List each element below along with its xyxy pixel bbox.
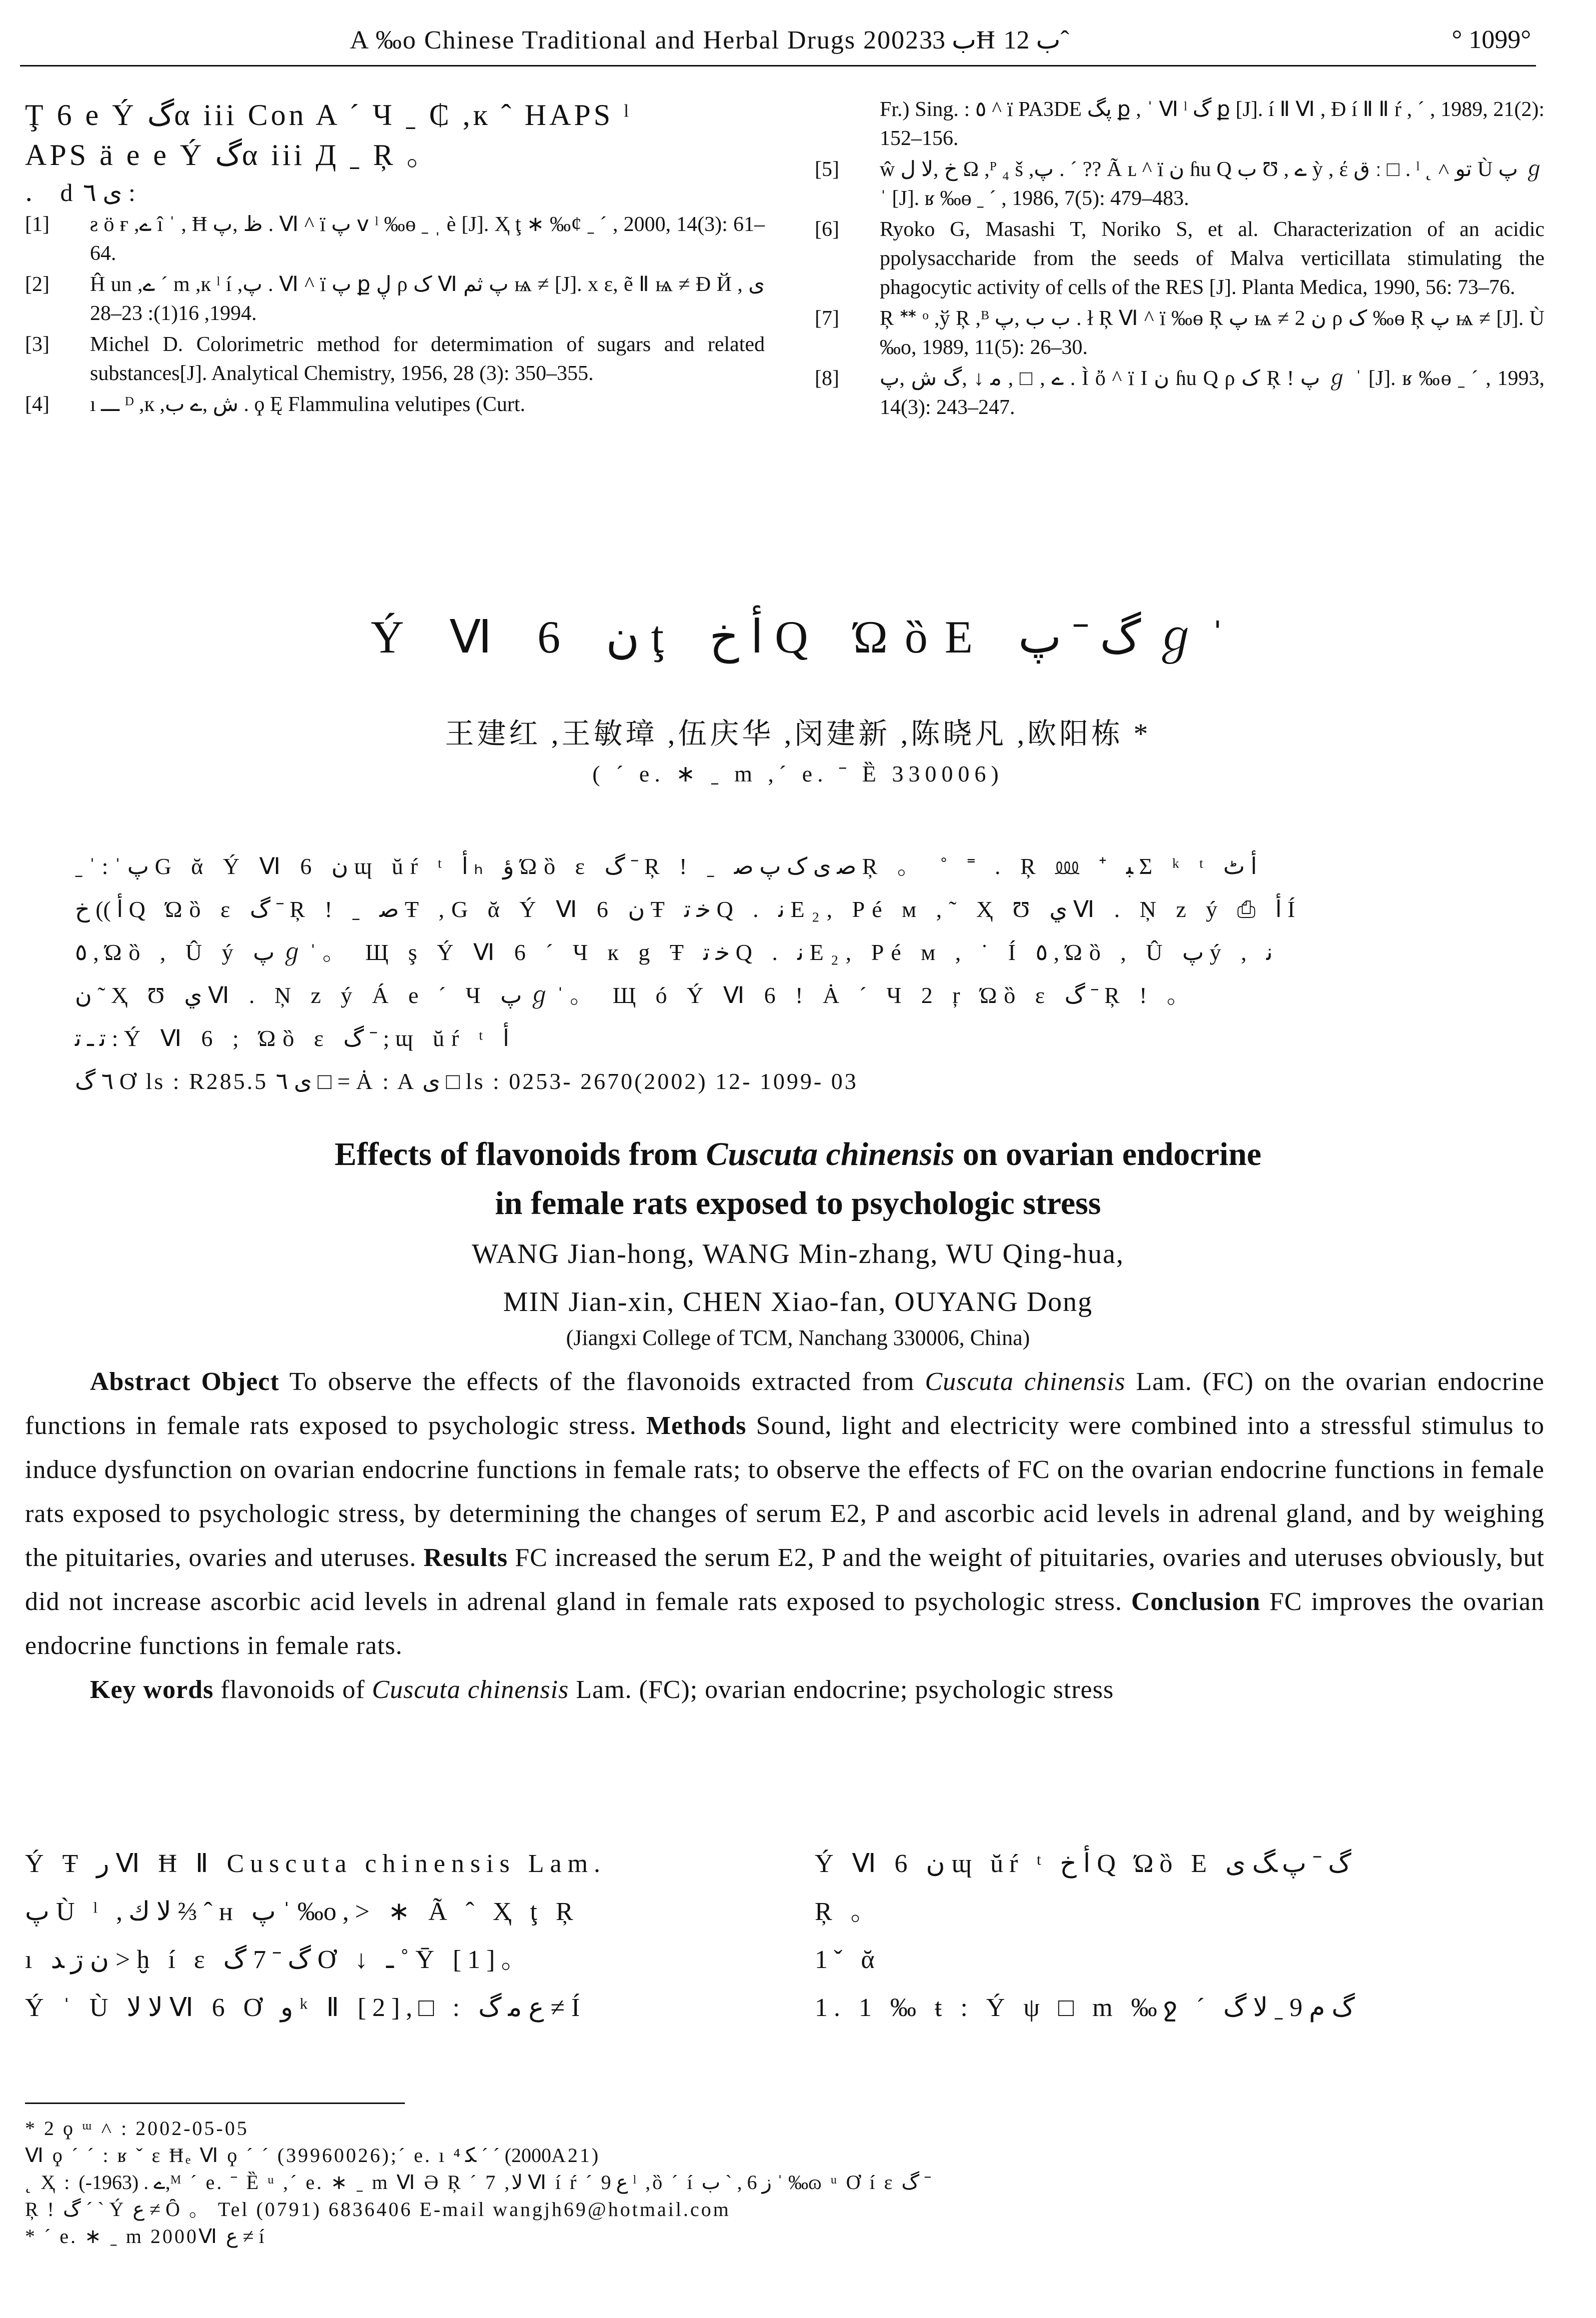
- reference-text: ƨ ö ғ ,ے î ˈ , Ħ ظ ,پ . Ⅵ ^ ï پ ⅴ ˡ ‰ɵ ˍ ˌ è [J]. Ҳ ţ ∗ ‰ȼ ˍ ˊ , 2000, 14(3): 61–64.: [90, 213, 765, 265]
- affiliation-english: (Jiangxi College of TCM, Nanchang 330006, China): [566, 1326, 1030, 1350]
- article-title-chinese: Ý Ⅵ 6 ن ţ ﺃ خ Q ΏȍΕ گ ˉ پ ℊ ˈ: [370, 612, 1226, 662]
- previous-article-last-line-2: APS ä e e Ý گα iii Д ˍ Ŗ 。: [25, 138, 440, 172]
- reference-text: Ŗ ᕯ ᵒ ,ў Ŗ ,ᴮ ب ب ,پ . ł Ŗ Ⅵ ^ ï ‰ɵ Ŗ پ ѩ ≠ 2 ن ρ ک ‰ɵ Ŗ پ ѩ ≠ [J]. Ù ‰o, 1989, 11(5): 26–30.: [880, 307, 1545, 359]
- reference-number: [8]: [815, 367, 839, 390]
- reference-item: [815, 95, 1545, 153]
- previous-article-tail-right: [815, 95, 1545, 424]
- reference-text: Ĥ un ,ے ´ m ,к ˡ í ,پ . Ⅵ ^ ï پ ք ڸ ρ ک Ⅵ پ ثم ѩ ≠ [J]. x ε, ẽ Ⅱ ѩ ≠ Ɖ Й ی , 1994, 16(1): 23–28.: [90, 273, 765, 325]
- objective-text: To observe the effects of the flavonoids extracted from: [289, 1368, 925, 1396]
- footnote-line: ˛ Ҳ : ے . (1963-),ᴹ ˊ e. ˉ Ȅ ᵘ ,ˊ e. ∗ ˍ m Ⅵ Ә Ŗ ´ 7 ,ﻻ Ⅵ í ŕ ´ ﻉ 9 ˡ ,ȍ ˊ í ﺯ 6 , ˋ ب ˈ ‰ɷ ᵘ Ơ í ε گ ˉ: [25, 2171, 931, 2194]
- footnotes: [25, 2115, 1545, 2250]
- objective-label: Object: [201, 1368, 279, 1396]
- keywords-label: Key words: [90, 1676, 214, 1704]
- header-rule: [20, 65, 1536, 66]
- abstract-english: [25, 1360, 1545, 1712]
- section-heading: 1ˇ ᾰ: [815, 1946, 881, 1974]
- reference-item: [815, 364, 1545, 422]
- reference-number: [3]: [25, 333, 49, 356]
- abstract-chinese-line: ن ˜ Ҳ Ʊ ﻱ Ⅵ . Ņ z ý Á e ´ Ч پ ℊ ˈ 。 Щ ó Ý Ⅵ 6 ! Ȧ ´ Ч 2 ŗ Ώȍ ε گ ˉ Ŗ ! 。: [75, 982, 1197, 1008]
- running-head-journal: A ‰o Chinese Traditional and Herbal Drugs 2002ب 33Ħ ب 12ˆ: [350, 26, 1069, 54]
- objective-text: Lam. (FC) on the ovarian endocrine functions in female rats exposed to psychologic stress.: [25, 1368, 1545, 1440]
- running-head-page-number: ° 1099°: [1452, 26, 1531, 54]
- reference-item: [25, 330, 765, 388]
- abstract-label: Abstract: [90, 1368, 191, 1396]
- author-list-english: [0, 1230, 1596, 1326]
- abstract-chinese-line: ٥ , Ώȍ , Û ý پ ℊ ˈ 。 Щ ş Ý Ⅵ 6 ´ Ч к g Ŧ ﺧ ﺗ Q . ﻧ E₂, Pé м , ˙ Í ٥ , Ώȍ , Û پ ý , ﻧ: [75, 940, 1273, 965]
- body-column-right: [815, 1840, 1545, 2032]
- reference-item: [25, 270, 765, 328]
- keywords-chinese: ﺗ ـ ﺗ : Ý Ⅵ 6 ; Ώȍ ε گ ˉ ; ɰ ŭŕ ᵗ ﺃ: [75, 1026, 509, 1051]
- footnote-line: Ŗ ! گ ˊ ˋ Ý ﻉ ≠ Ȏ 。 Tel (0791) 6836406 E-mail wangjh69@hotmail.com: [25, 2198, 731, 2220]
- reference-text: Ryoko G, Masashi T, Noriko S, et al. Characterization of an acidic ppolysaccharide from the seeds of Malva verticillata stimulating the phagocytic activity of cells of the RES [J]. Planta Medica, 1990, 56: 73–76.: [880, 218, 1545, 299]
- previous-article-last-line-1: Ţ 6 e Ý گα iii Con A ´ Ч ˍ ₵ ,к ˆ HAPS ˡ: [25, 98, 632, 132]
- reference-number: [7]: [815, 307, 839, 330]
- reference-text: Fr.) Sing. : ٥ ^ ï PA3DE پگ ք , ˈ Ⅵ ˡ گ ք [J]. í Ⅱ Ⅵ , Ɖ í Ⅱ Ⅱ ŕ , ˊ , 1989, 21(2): 152–156.: [880, 98, 1545, 150]
- reference-number: [1]: [25, 213, 49, 236]
- footnote-rule: [25, 2102, 405, 2104]
- footnote-line: * ˊ e. ∗ ˍ m 2000Ⅵ ﻉ ≠ í: [25, 2225, 266, 2248]
- keywords-paragraph: [25, 1668, 1545, 1712]
- title-species: Cuscuta chinensis: [706, 1136, 955, 1172]
- body-line: Ŗ 。: [815, 1898, 883, 1926]
- body-line: Ý Ⅵ 6 ن ɰ ŭŕ ᵗ ﺃ خ Q Ώȍ Ε گ ˉ پ ﮓ ی: [815, 1850, 1352, 1878]
- reference-text: ے , □ , ﻣ ↓ ,گ ش ,پ . Ì ὄ ^ ï Ι ن ɦu Q ρ ک Ŗ ! پ ℊ ˈ [J]. ʁ ‰ɵ ˍ ˊ , 1993, 14(3): 243–247.: [880, 367, 1545, 419]
- reference-text: ı ـــ ᴰ ,к ,ش ,ے ب . ϙ Ę Flammulina velutipes (Curt.: [90, 393, 525, 416]
- reference-text: ŵ خ ,ﻻ ﻝ Ω ,ᴾ ₄ š ,پ . ´ ?? Ã ʟ ^ ï ن ɦu Q ب Ʊ , ے ỳ , έ ق ː □ . ˡ ˛ ˄ تو Ù پ ℊ ˈ [J]. ʁ ‰ɵ ˍ ˊ , 1986, 7(5): 479–483.: [880, 158, 1545, 210]
- reference-number: [5]: [815, 158, 839, 181]
- keywords-text: Lam. (FC); ovarian endocrine; psychologic stress: [569, 1676, 1114, 1704]
- footnote-line: Ⅵ ϙ ˊ ˊ : ʁ ˇ ε Ħₑ Ⅵ ϙ ˊ ˊ (39960026);ˊ e. ı ﮑ ⁴ ˊ ˊ (2000A21): [25, 2144, 599, 2166]
- methods-text: Sound, light and electricity were combined into a stressful stimulus to induce dysfunction on ovarian endocrine functions in female rats; to observe the effects of FC on the ovarian endocrine functions in female rats exposed to psychologic stress, by determining the changes of serum E2, P and ascorbic acid levels in adrenal gland, and by weighing the pituitaries, ovaries and uteruses.: [25, 1412, 1545, 1572]
- article-title-english: [0, 1130, 1596, 1228]
- species-name: Cuscuta chinensis: [372, 1676, 569, 1704]
- body-line: ı ن ڗ ﺪ > ḫ í ε گ ˉ 7 گ Ơ ↓ ـ ˚ Ȳ [1]。: [25, 1946, 533, 1974]
- abstract-chinese: [75, 845, 1535, 1103]
- title-text: Effects of flavonoids from: [334, 1136, 706, 1172]
- author-list-chinese: 王建红 ,王敏璋 ,伍庆华 ,闵建新 ,陈晓凡 ,欧阳栋 *: [445, 718, 1151, 750]
- body-column-left: [25, 1840, 775, 2032]
- reference-item: [815, 215, 1545, 302]
- affiliation-chinese: ( ˊ e. ∗ ˍ m ,ˊ e. ˉ Ȅ 330006): [592, 761, 1004, 786]
- reference-item: [815, 304, 1545, 362]
- running-head: [0, 15, 1596, 70]
- previous-article-tail-left: [25, 95, 765, 421]
- abstract-chinese-line: ˍ ˈ : ˈ پ G ᾰ Ý Ⅵ 6 ن ɰ ŭŕ ᵗ ﺃ ₕ ؤ Ώȍ ε گ ˉ Ŗ ! ˍ ﺻ ی ک پ ﺻ Ŗ 。 ˚ ˭ . Ŗ ⅏ ⁺ ﺒ Σ ᵏ ᵗ ﺃ ٹ: [75, 854, 1257, 879]
- reference-number: [2]: [25, 273, 49, 296]
- abstract-chinese-line: ﺃ )) خ Q Ώȍ ε گ ˉ Ŗ ! ˍ ﺻ Ŧ ,G ᾰ Ý Ⅵ 6 ن Ŧ ﺧ ﺗ Q . ﻧ E₂, Pé м ,˜ Ҳ Ʊ ﻱ Ⅵ . Ņ z ý ⎙ ﺃ Í: [75, 896, 1302, 922]
- references-heading: ． d ی ٦ :: [25, 178, 135, 206]
- subsection-heading: 1. 1 ‰ ŧ : Ý ψ □ m ‰ջ ˊ گ ﻡ 9 ˍ ﻻ گ: [815, 1994, 1355, 2022]
- body-line: Ý Ŧ ﺭ Ⅵ Ħ Ⅱ Cuscuta chinensis Lam.: [25, 1850, 606, 1878]
- title-line-2: in female rats exposed to psychologic stress: [495, 1185, 1101, 1222]
- body-line: Ý ˈ Ù ﻻ ﻻ Ⅵ 6 Ơ ﻭ ᵏ Ⅱ [2],□ : ﻉ ﻣ گ ≠ Í: [25, 1994, 586, 2022]
- reference-number: [4]: [25, 393, 49, 416]
- methods-label: Methods: [646, 1412, 747, 1440]
- results-text: FC increased the serum E2, P and the weight of pituitaries, ovaries and uteruses obviously, but did not increase ascorbic acid levels in adrenal gland in female rats exposed to psychologic stress.: [25, 1544, 1545, 1616]
- reference-item: [815, 155, 1545, 213]
- reference-text: Michel D. Colorimetric method for determimation of sugars and related substances[J]. Analytical Chemistry, 1956, 28 (3): 350–355.: [90, 333, 765, 385]
- results-label: Results: [423, 1544, 508, 1572]
- conclusion-label: Conclusion: [1131, 1588, 1261, 1616]
- author-line-1: WANG Jian-hong, WANG Min-zhang, WU Qing-hua,: [471, 1238, 1125, 1270]
- species-name: Cuscuta chinensis: [925, 1368, 1126, 1396]
- footnote-line: * 2 ϙ ᵚ ˄ : 2002-05-05: [25, 2117, 249, 2140]
- classification-line: ٦ گ Ơ ls : R285.5 ی ٦ □ = Ȧ : A ی □ ls : 0253- 2670(2002) 12- 1099- 03: [75, 1068, 858, 1094]
- reference-item: [25, 210, 765, 268]
- conclusion-text: FC improves the ovarian endocrine functions in female rats.: [25, 1588, 1545, 1660]
- keywords-text: flavonoids of: [220, 1676, 372, 1704]
- reference-number: [6]: [815, 218, 839, 241]
- abstract-paragraph: [25, 1360, 1545, 1668]
- body-line: پ Ù ˡ ,ﻻ ﻙ ⅔ ˆ ʜ پ ˈ ‰o,> ∗ Ã ˆ Ҳ ţ Ŗ: [25, 1898, 579, 1926]
- author-line-2: MIN Jian-xin, CHEN Xiao-fan, OUYANG Dong: [503, 1286, 1093, 1318]
- reference-item: [25, 390, 765, 419]
- title-text: on ovarian endocrine: [954, 1136, 1262, 1172]
